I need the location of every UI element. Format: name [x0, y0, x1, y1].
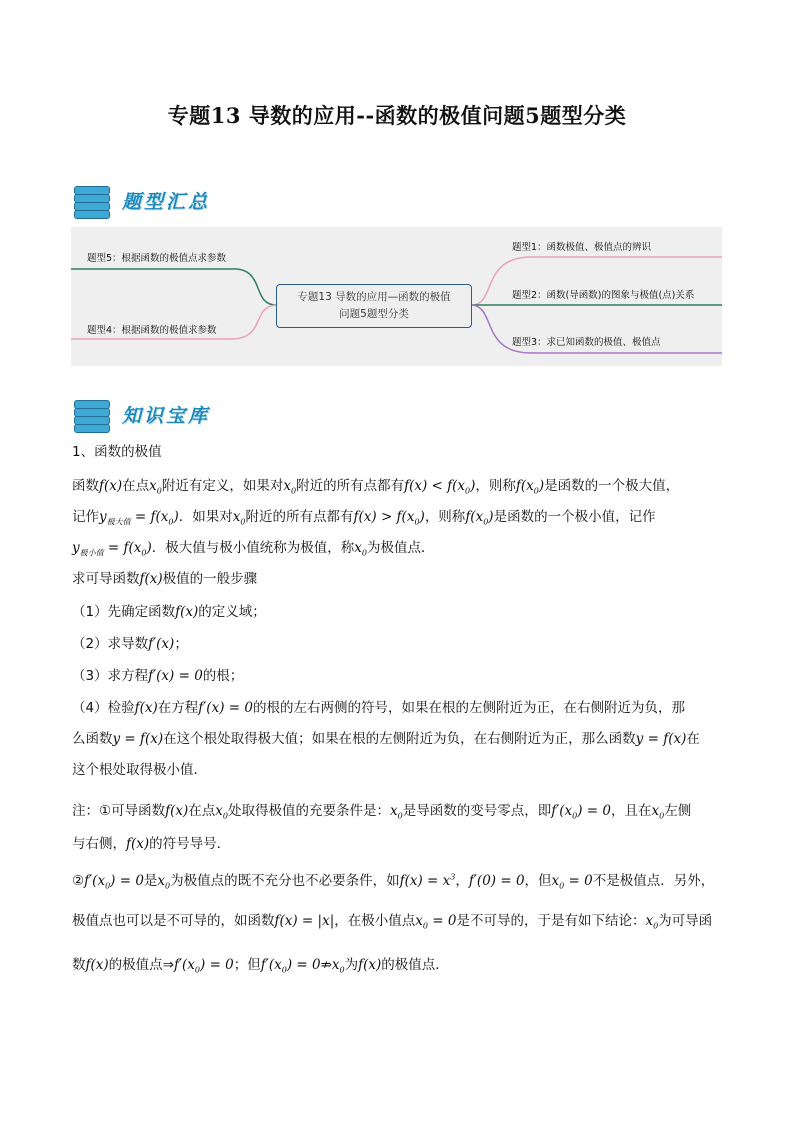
- note-line: 与右侧，f(x)的符号导号．: [72, 836, 231, 852]
- branch-left-1: [71, 269, 276, 305]
- step-4: （4）检验f(x)在方程f′(x) = 0的根的左右两侧的符号，如果在根的左侧附近为正，在右侧附近为负，那: [72, 700, 685, 716]
- paragraph-line: 这个根处取得极小值．: [72, 762, 207, 778]
- paragraph-line: 函数f(x)在点$x_0$附近有定义，如果对$x_0$附近的所有点都有$f(x) < f(x_0)$，则称$f(x_0)$是函数的一个极大值，: [72, 478, 680, 496]
- note-line: 数f(x)的极值点$\Rightarrow f'(x_0) = 0$；但$f'(x_0)$ = $0⇏x_0$为f(x)的极值点．: [72, 957, 449, 975]
- step-1: （1）先确定函数f(x)的定义域；: [72, 604, 266, 620]
- heading-extremum: 1、函数的极值: [72, 444, 162, 460]
- page-title: 专题13 导数的应用--函数的极值问题5题型分类: [167, 103, 627, 128]
- topic-5-label: 题型5：根据函数的极值点求参数: [87, 253, 227, 264]
- topic-4-label: 题型4：根据函数的极值求参数: [87, 325, 217, 336]
- topic-2-label: 题型2：函数(导函数)的图象与极值(点)关系: [512, 290, 695, 301]
- paragraph-line: 么函数y = f(x)在这个根处取得极大值；如果在根的左侧附近为负，在右侧附近为正，那么函数y = f(x)在: [72, 731, 700, 747]
- section-label: 题型汇总: [122, 190, 211, 213]
- mind-map: [71, 227, 722, 366]
- center-line-2: 问题5题型分类: [339, 308, 409, 320]
- step-2: （2）求导数f′(x)；: [72, 636, 188, 652]
- note-line: 注：①可导函数f(x)在点$x_0$处取得极值的充要条件是：$x_0$是导函数的变号零点，即$f'(x_0) = 0$，且在$x_0$左侧: [72, 803, 692, 821]
- center-line-1: 专题13 导数的应用—函数的极值: [297, 291, 451, 303]
- note-line: 极值点也可以是不可导的，如函数f(x) = |x|，在极小值点$x_0 = 0$是不可导的，于是有如下结论：$x_0$为可导函: [72, 913, 713, 931]
- books-icon: [74, 398, 112, 430]
- note-line: $②f'(x_0) = 0$是$x_0$为极值点的既不充分也不必要条件，如$f(x) = x^3$，f′(0) = 0，但$x_0 = 0$不是极值点．另外，: [72, 872, 715, 891]
- section-header-summary: [74, 182, 210, 218]
- paragraph-line: 记作$y_{极大值} = f(x_0)$．如果对$x_0$附近的所有点都有$f(x) > f(x_0)$，则称$f(x_0)$是函数的一个极小值，记作: [72, 509, 656, 527]
- topic-3-label: 题型3：求已知函数的极值、极值点: [512, 337, 661, 348]
- books-icon: [74, 184, 112, 216]
- step-3: （3）求方程f′(x) = 0的根；: [72, 668, 244, 684]
- paragraph-line: $y_{极小值} = f(x_0)$．极大值与极小值统称为极值，称$x_0$为极值点．: [72, 540, 435, 558]
- section-header-knowledge: [74, 396, 210, 432]
- paragraph-line: 求可导函数f(x)极值的一般步骤: [72, 571, 258, 587]
- topic-1-label: 题型1：函数极值、极值点的辨识: [512, 242, 652, 253]
- mind-map-center: [276, 284, 472, 328]
- section-label: 知识宝库: [122, 404, 211, 427]
